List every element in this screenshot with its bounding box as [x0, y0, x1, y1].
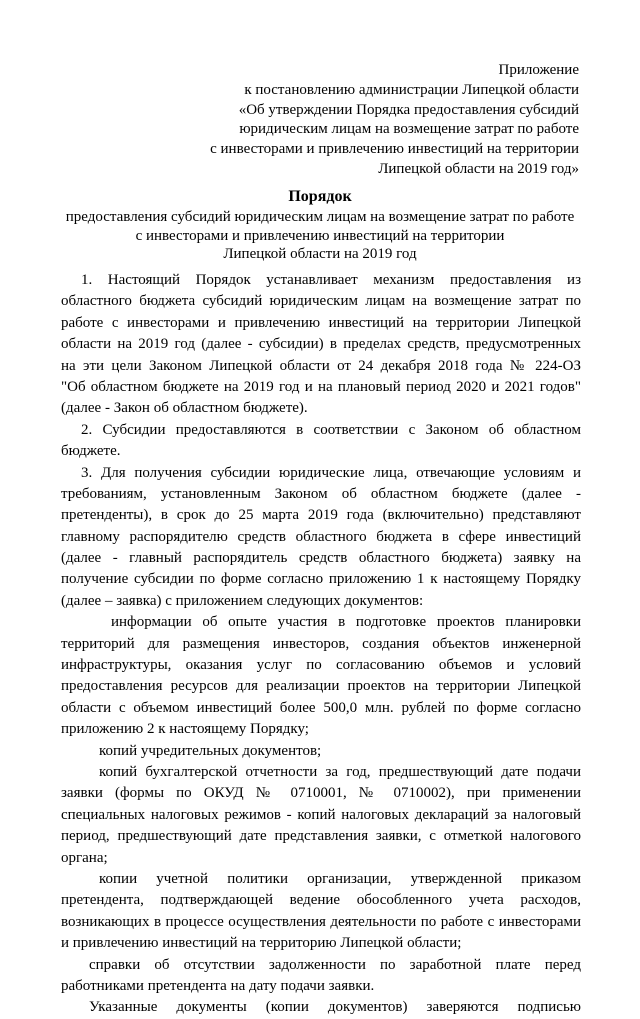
body-line: области на 2019 год (далее - субсидии) в пределах средств, предусмотренных	[61, 336, 581, 353]
document-body	[61, 270, 581, 1019]
body-line: главному распорядителю средств областного бюджета в сфере инвестиций	[61, 528, 581, 545]
body-line: требованиям, установленным Законом об областном бюджете (далее -	[61, 485, 581, 502]
body-line: (далее - главный распорядитель средств областного бюджета) заявку на	[61, 550, 581, 567]
body-line: претенденты), в срок до 25 марта 2019 года (включительно) представляют	[61, 507, 581, 524]
body-line: Указанные документы (копии документов) заверяются подписью	[89, 999, 581, 1016]
body-line: приложению 2 к настоящему Порядку;	[61, 721, 309, 738]
body-line: 1. Настоящий Порядок устанавливает механизм предоставления из	[81, 272, 581, 288]
body-line: территорий для размещения инвесторов, создания объектов инженерной	[61, 635, 581, 652]
body-line: информации об опыте участия в подготовке проектов планировки	[111, 614, 581, 631]
appendix-header	[180, 61, 579, 180]
appendix-line: «Об утверждении Порядка предоставления субсидий	[238, 101, 579, 118]
body-line: период, предшествующий дате представления заявки, с отметкой налогового	[61, 828, 581, 845]
appendix-line: Липецкой области на 2019 год»	[378, 160, 579, 177]
body-line: претендента, подтверждающей ведение обособленного учета расходов,	[61, 892, 581, 909]
body-line: работниками претендента на дату подачи заявки.	[61, 977, 375, 994]
body-line: копий бухгалтерской отчетности за год, предшествующий дате подачи	[99, 763, 581, 780]
body-line: заявки (формы по ОКУД № 0710001, № 0710002), при применении	[61, 785, 581, 802]
body-line: инфраструктуры, оказания услуг по согласованию объемов и условий	[61, 657, 581, 674]
document-title: Порядок	[288, 188, 352, 205]
body-line: области с объемом инвестиций более 500,0 млн. рублей по форме согласно	[61, 699, 581, 716]
subtitle-line: с инвесторами и привлечению инвестиций на территории	[135, 227, 505, 244]
body-line: "Об областном бюджете на 2019 год и на плановый период 2020 и 2021 годов"	[61, 378, 581, 395]
subtitle-line: Липецкой области на 2019 год	[223, 246, 417, 263]
body-line: предоставления ресурсов для реализации проектов на территории Липецкой	[61, 678, 581, 695]
body-line: (далее – заявка) с приложением следующих документов:	[61, 592, 424, 609]
body-line: областного бюджета субсидий юридическим лицам на возмещение затрат по	[61, 293, 581, 310]
body-line: и привлечению инвестиций на территорию Липецкой области;	[61, 935, 462, 952]
body-line: 3. Для получения субсидии юридические лица, отвечающие условиям и	[81, 464, 581, 481]
body-line: справки об отсутствии задолженности по заработной плате перед	[89, 956, 581, 973]
document-subtitle	[60, 208, 580, 264]
body-line: получение субсидии по форме согласно приложению 1 к настоящему Порядку	[61, 571, 581, 588]
appendix-line: юридическим лицам на возмещение затрат по работе	[239, 121, 579, 138]
body-line: 2. Субсидии предоставляются в соответствии с Законом об областном	[81, 421, 581, 438]
body-line: на эти цели Законом Липецкой области от 24 декабря 2018 года № 224-ОЗ	[61, 357, 581, 374]
appendix-line: с инвесторами и привлечению инвестиций на территории	[210, 141, 579, 158]
appendix-line: к постановлению администрации Липецкой области	[244, 81, 579, 98]
body-line: бюджете.	[61, 443, 121, 460]
body-line: работе с инвесторами и привлечению инвестиций на территории Липецкой	[61, 314, 581, 331]
body-line: копий учредительных документов;	[99, 742, 322, 759]
body-line: копии учетной политики организации, утвержденной приказом	[99, 870, 581, 887]
body-line: возникающих в процессе осуществления деятельности по работе с инвесторами	[61, 913, 581, 930]
appendix-line: Приложение	[498, 62, 579, 78]
body-line: (далее - Закон об областном бюджете).	[61, 400, 308, 417]
subtitle-line: предоставления субсидий юридическим лицам на возмещение затрат по работе	[65, 209, 575, 225]
body-line: органа;	[61, 849, 108, 866]
body-line: специальных налоговых режимов - копий налоговых деклараций за налоговый	[61, 806, 581, 823]
